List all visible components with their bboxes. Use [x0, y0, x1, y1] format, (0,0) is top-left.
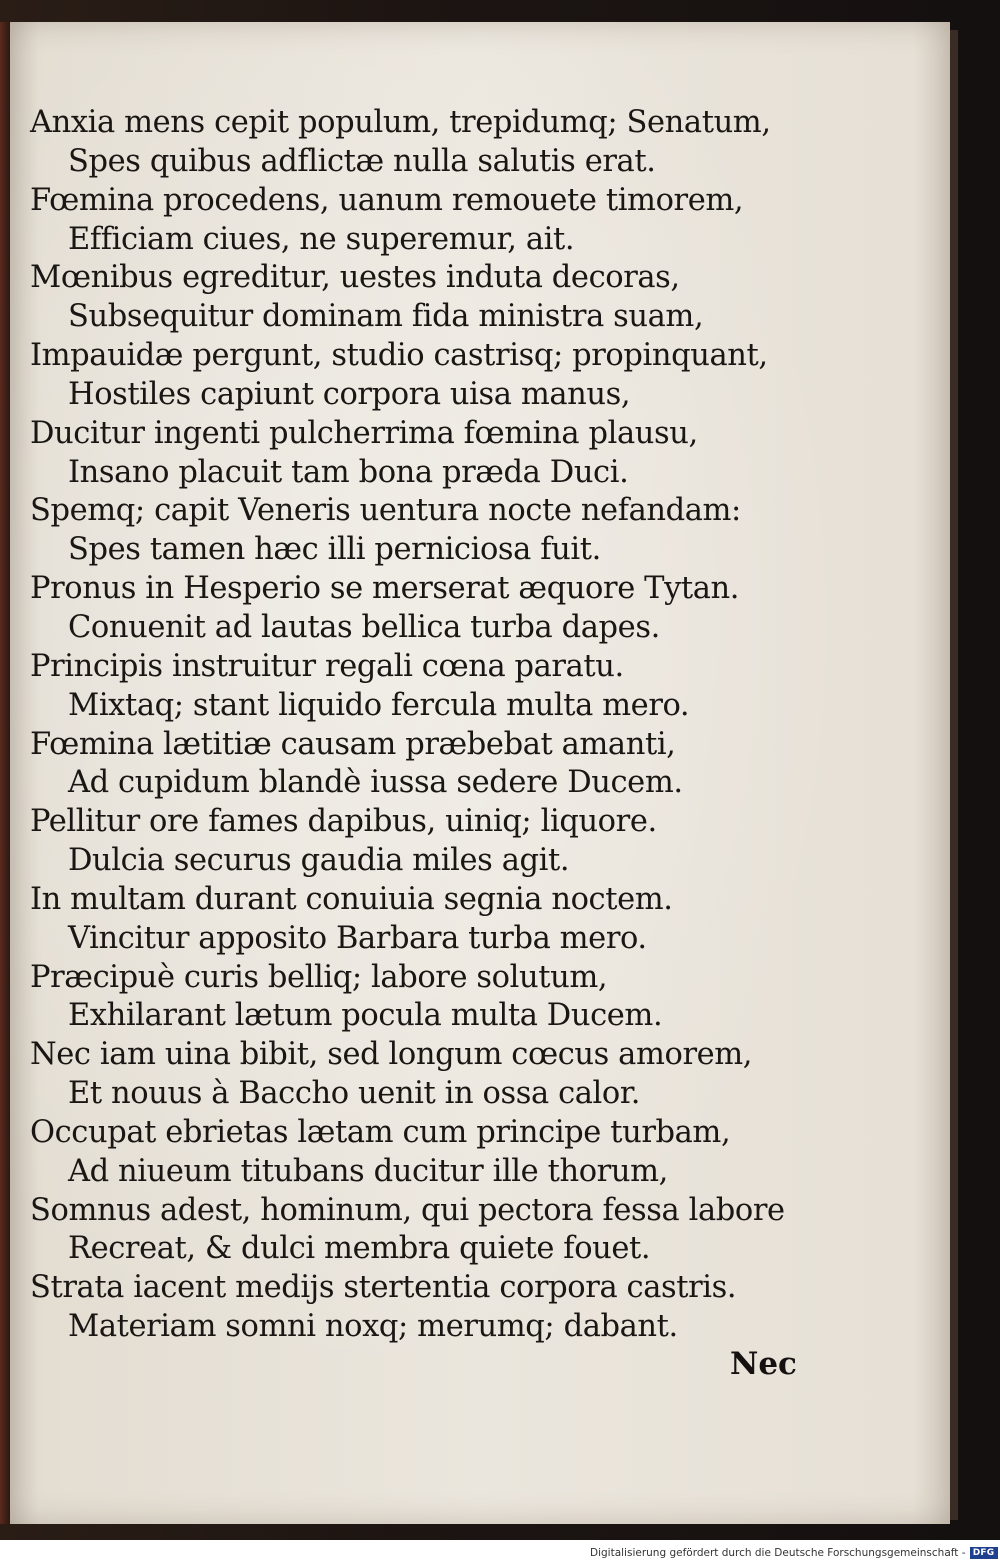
verse-line: Exhilarant lætum pocula multa Ducem.: [68, 998, 663, 1034]
verse-line: Strata iacent medijs stertentia corpora castris.: [30, 1270, 737, 1306]
dfg-logo[interactable]: DFG: [970, 1547, 998, 1559]
verse-line: Ducitur ingenti pulcherrima fœmina plausu,: [30, 415, 698, 451]
verse-line: Pronus in Hesperio se merserat æquore Tytan.: [30, 571, 740, 607]
verse-line: Conuenit ad lautas bellica turba dapes.: [68, 609, 660, 645]
verse-line: Anxia mens cepit populum, trepidumq; Senatum,: [30, 105, 771, 140]
poem-text: [30, 104, 820, 1347]
verse-line: Somnus adest, hominum, qui pectora fessa labore: [30, 1192, 785, 1228]
verse-line: Hostiles capiunt corpora uisa manus,: [68, 376, 631, 412]
verse-line: Mixtaq; stant liquido fercula multa mero.: [68, 687, 690, 723]
credit-text: Digitalisierung gefördert durch die Deutsche Forschungsgemeinschaft -: [590, 1547, 966, 1559]
page-edge: [950, 30, 958, 1520]
verse-line: Nec iam uina bibit, sed longum cœcus amorem,: [30, 1037, 753, 1073]
verse-line: Ad cupidum blandè iussa sedere Ducem.: [68, 765, 683, 801]
verse-line: Insano placuit tam bona præda Duci.: [68, 454, 629, 490]
verse-line: Fœmina procedens, uanum remouete timorem,: [30, 182, 744, 218]
spine-edge: [0, 22, 10, 1524]
verse-line: Fœmina lætitiæ causam præbebat amanti,: [30, 726, 676, 762]
verse-line: Occupat ebrietas lætam cum principe turbam,: [30, 1114, 731, 1150]
verse-line: Dulcia securus gaudia miles agit.: [68, 843, 570, 879]
verse-line: Et nouus à Baccho uenit in ossa calor.: [68, 1076, 640, 1112]
verse-line: Impauidæ pergunt, studio castrisq; propinquant,: [30, 338, 768, 374]
verse-line: Efficiam ciues, ne superemur, ait.: [68, 221, 575, 257]
verse-line: Spes tamen hæc illi perniciosa fuit.: [68, 532, 601, 568]
verse-line: Recreat, & dulci membra quiete fouet.: [68, 1231, 651, 1267]
verse-line: Principis instruitur regali cœna paratu.: [30, 648, 624, 684]
catchword: Nec: [730, 1346, 797, 1382]
verse-line: Spemq; capit Veneris uentura nocte nefandam:: [30, 493, 741, 529]
verse-line: Materiam somni noxq; merumq; dabant.: [68, 1309, 678, 1345]
verse-line: In multam durant conuiuia segnia noctem.: [30, 881, 673, 917]
verse-line: Præcipuè curis belliq; labore solutum,: [30, 959, 608, 995]
verse-line: Ad niueum titubans ducitur ille thorum,: [68, 1153, 668, 1189]
digitization-credit: [590, 1544, 998, 1562]
verse-line: Subsequitur dominam fida ministra suam,: [68, 299, 704, 335]
verse-line: Pellitur ore fames dapibus, uiniq; liquore.: [30, 804, 657, 840]
verse-line: Vincitur apposito Barbara turba mero.: [68, 920, 647, 956]
verse-line: Spes quibus adflictæ nulla salutis erat.: [68, 143, 656, 179]
verse-line: Mœnibus egreditur, uestes induta decoras,: [30, 260, 680, 296]
